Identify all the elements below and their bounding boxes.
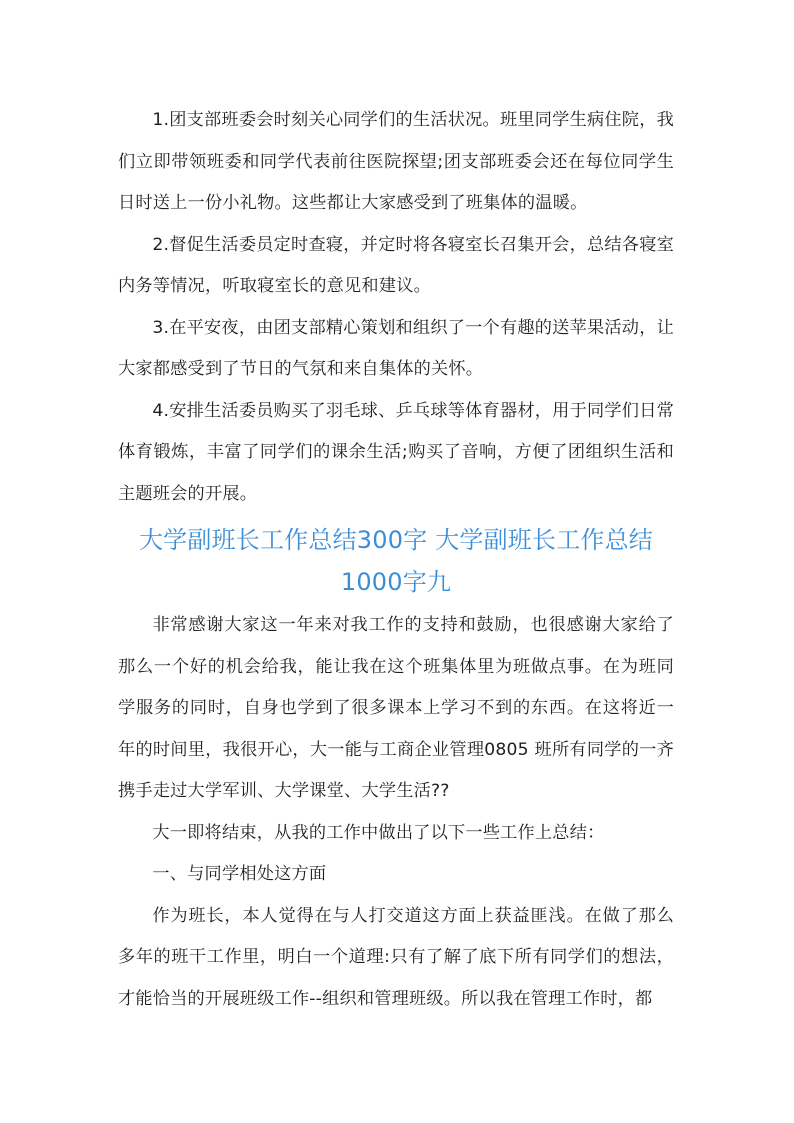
paragraph-sports-equipment: 4.安排生活委员购买了羽毛球、乒乓球等体育器材，用于同学们日常体育锻炼，丰富了同学们的课余生活;购买了音响，方便了团组织生活和主题班会的开展。 xyxy=(118,400,674,504)
paragraph-care-for-students: 1.团支部班委会时刻关心同学们的生活状况。班里同学生病住院，我们立即带领班委和同学代表前往医院探望;团支部班委会还在每位同学生日时送上一份小礼物。这些都让大家感受到了班集体的温暖。 xyxy=(118,110,674,213)
document-body xyxy=(118,100,674,1020)
section-heading: 大学副班长工作总结300字 大学副班长工作总结1000字九 xyxy=(138,526,654,596)
paragraph-thanks: 非常感谢大家这一年来对我工作的支持和鼓励，也很感谢大家给了那么一个好的机会给我，能让我在这个班集体里为班做点事。在为班同学服务的同时，自身也学到了很多课本上学习不到的东西。在这将近一年的时间里，我很开心，大一能与工商企业管理0805 班所有同学的一齐携手走过大学军训、大学课堂、大学生活?? xyxy=(118,615,674,801)
paragraph-christmas-eve-activity: 3.在平安夜，由团支部精心策划和组织了一个有趣的送苹果活动，让大家都感受到了节日的气氛和来自集体的关怀。 xyxy=(118,317,674,379)
paragraph-as-monitor: 作为班长，本人觉得在与人打交道这方面上获益匪浅。在做了那么多年的班干工作里，明白一个道理:只有了解了底下所有同学们的想法，才能恰当的开展班级工作--组织和管理班级。所以我在管理工作时，都 xyxy=(118,905,674,1009)
paragraph-summary-intro: 大一即将结束，从我的工作中做出了以下一些工作上总结： xyxy=(152,822,605,843)
paragraph-dorm-inspection: 2.督促生活委员定时查寝，并定时将各寝室长召集开会，总结各寝室内务等情况，听取寝室长的意见和建议。 xyxy=(118,234,674,296)
paragraph-subheading-classmates: 一、与同学相处这方面 xyxy=(152,864,327,884)
